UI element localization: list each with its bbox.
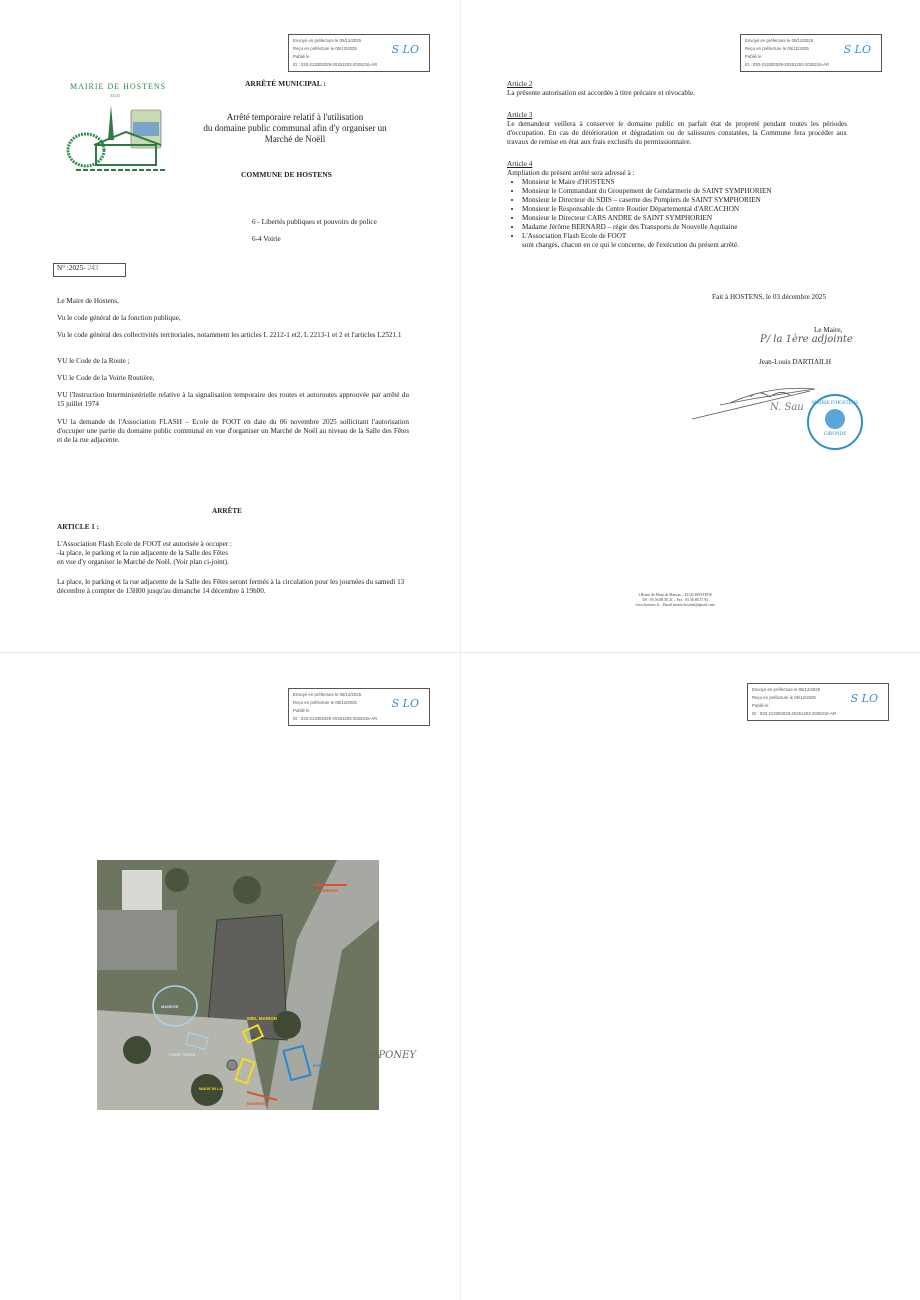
stamp-signature: S LO — [391, 43, 419, 56]
stamp-line: Reçu en préfecture le 05/12/2025 — [752, 695, 816, 700]
stamp-line: Envoyé en préfecture le 05/12/2025 — [293, 692, 362, 697]
map-label-food-truck: FOOD TRUCK — [169, 1052, 196, 1057]
decree-number-box — [53, 263, 126, 277]
footer-line: 1 Route de Mont de Marsan – 33125 HOSTENS — [638, 593, 712, 597]
prefecture-stamp — [747, 683, 889, 721]
recipient: • Monsieur le Responsable du Centre Routier Départemental d'ARCACHON — [522, 205, 772, 214]
prefecture-stamp — [288, 688, 430, 726]
article-4-title: Article 4 — [507, 160, 533, 168]
arrete-heading: ARRÊTE — [212, 507, 242, 515]
article-line: en vue d'y organiser le Marché de Noël. (Voir plan ci-joint). — [57, 558, 229, 566]
stamp-line: Reçu en préfecture le 05/12/2025 — [293, 46, 357, 51]
recipient: • Madame Jérôme BERNARD – régie des Transports de Nouvelle Aquitaine — [522, 223, 772, 232]
subject-line: Marché de Noëll — [264, 134, 326, 144]
recipient: • Monsieur le Directeur CARS ANDRE de SAINT SYMPHORIEN — [522, 214, 772, 223]
handwritten-annotation: ~PONEY — [370, 1050, 416, 1061]
map-label-carousel: MANEGE — [161, 1004, 179, 1009]
article-line: -la place, le parking et la rue adjacente de la Salle des Fêtes — [57, 549, 229, 557]
para: VU le Code de la Route ; — [57, 357, 130, 365]
place-date: Fait à HOSTENS, le 03 décembre 2025 — [712, 293, 826, 301]
prefecture-stamp — [740, 34, 882, 72]
logo-subtitle: 33125 — [110, 93, 120, 98]
para: Le Maire de Hostens, — [57, 297, 119, 305]
map-label-barrier: BARRIERE — [247, 1101, 268, 1106]
stamp-line: Publié le — [293, 54, 310, 59]
recipient-list — [500, 178, 772, 241]
stamp-id: ID : 033-213302029-20251203-2025216-AR — [293, 716, 378, 721]
para: VU l'Instruction Interministérielle relative à la signalisation temporaire des routes et autoroutes approuvée par arrêté du 15 juillet 1974 — [57, 391, 409, 408]
stamp-line: Envoyé en préfecture le 05/12/2025 — [745, 38, 814, 43]
subject-line: Arrêté temporaire relatif à l'utilisation — [226, 112, 364, 122]
map-label-pony: PONEY — [313, 1063, 328, 1068]
prefecture-stamp — [288, 34, 430, 72]
town-logo-illustration — [66, 100, 176, 180]
decree-number-handwritten: 243 — [87, 264, 99, 272]
handwritten-signature: N. Sau — [770, 402, 804, 413]
logo-title: MAIRIE DE HOSTENS — [70, 82, 167, 91]
stamp-line: Envoyé en préfecture le 05/12/2025 — [752, 687, 821, 692]
article-line: L'Association Flash Ecole de FOOT est autorisée à occuper : — [57, 540, 233, 548]
stamp-line: Envoyé en préfecture le 05/12/2025 — [293, 38, 362, 43]
article-3-text: Le demandeur veillera à conserver le domaine public en parfait état de propreté pendant toutes les périodes d'occupation. En cas de détérioration et dégradation ou de salissures constatées, la Commune fera procéder aux travaux de remise en état aux frais exclusifs du permissionnaire. — [507, 120, 847, 146]
article-1-text — [57, 540, 232, 567]
footer-line: www.hostens.fr – Email mairie.hostens@gmail.com — [635, 603, 715, 607]
stamp-line: Reçu en préfecture le 05/12/2025 — [293, 700, 357, 705]
recipient: • Monsieur le Maire d'HOSTENS — [522, 178, 772, 187]
footer-line: Tél : 05.56.88.50.21 – Fax : 05.56.88.57.94 — [641, 598, 709, 602]
recipient: • Monsieur le Commandant du Groupement de Gendarmerie de SAINT SYMPHORIEN — [522, 187, 772, 196]
handwritten-pod: P/ la 1ère adjointe — [760, 334, 853, 345]
page-divider — [0, 652, 920, 653]
aerial-site-plan — [97, 860, 379, 1110]
page-divider — [460, 0, 461, 1300]
stamp-line: Reçu en préfecture le 05/12/2025 — [745, 46, 809, 51]
seal-top-text: MAIRIE D'HOSTENS — [811, 401, 859, 406]
stamp-signature: S LO — [391, 697, 419, 710]
article-4-closing: sont chargés, chacun en ce qui le concerne, de l'exécution du présent arrêté. — [522, 241, 739, 249]
para: Vu le code général de la fonction publique, — [57, 314, 181, 322]
handwritten-annotation-text: PONEY — [378, 1050, 416, 1061]
article-2-title: Article 2 — [507, 80, 533, 88]
subcategory: 6-4 Voirie — [252, 235, 281, 243]
map-label-made-in: MADE IN LA — [199, 1086, 223, 1091]
stamp-line: Publié le — [745, 54, 762, 59]
recipient: • Monsieur le Directeur du SDIS – caserne des Pompiers de SAINT SYMPHORIEN — [522, 196, 772, 205]
letterhead-footer — [600, 593, 750, 608]
town-seal — [807, 394, 863, 450]
stamp-id: ID : 033-213302029-20251203-2025216-AR — [745, 62, 830, 67]
commune-name: COMMUNE DE HOSTENS — [241, 170, 332, 179]
article-3-title: Article 3 — [507, 111, 533, 119]
map-label-honey-stand: MIEL MARION — [247, 1016, 278, 1021]
para: VU le Code de la Voirie Routière, — [57, 374, 155, 382]
decree-number-label: N° :2025- — [57, 264, 86, 272]
stamp-line: Publié le — [752, 703, 769, 708]
category: 6 - Libertés publiques et pouvoirs de police — [252, 218, 377, 226]
para: Vu le code général des collectivités territoriales, notamment les articles L 2212-1 et2, L 2213-1 et 2 et l'articles L2521.1 — [57, 331, 402, 339]
map-label-barrier: BARRIERE — [317, 888, 338, 893]
stamp-id: ID : 033-213302029-20251203-2025216-AR — [752, 711, 837, 716]
article-4-intro: Ampliation du présent arrêté sera adressé à : — [507, 169, 635, 177]
mayor-title: Le Maire, — [814, 326, 843, 334]
seal-bottom-text: GIRONDE — [823, 432, 847, 437]
mayor-name: Jean-Louis DARTIAILH — [759, 358, 832, 366]
subject-line: du domaine public communal afin d'y organiser un — [203, 123, 387, 133]
decree-subject — [180, 112, 410, 145]
article-1-title: ARTICLE 1 : — [57, 523, 100, 531]
aerial-background — [97, 860, 379, 1110]
recipient: • L'Association Flash Ecole de FOOT — [522, 232, 772, 241]
stamp-id: ID : 033-213302029-20251203-2025216-AR — [293, 62, 378, 67]
article-2-text: La présente autorisation est accordée à titre précaire et révocable. — [507, 89, 695, 97]
stamp-signature: S LO — [850, 692, 878, 705]
para: VU la demande de l'Association FLASH – Ecole de FOOT en date du 06 novembre 2025 sollicitant l'autorisation d'occuper une partie du domaine public communal en vue d'organiser un Marché de Noël au niveau de la Salle des Fêtes et de la rue adjacente. — [57, 418, 409, 444]
stamp-signature: S LO — [843, 43, 871, 56]
article-1-closure: La place, le parking et la rue adjacente de la Salle des Fêtes seront fermés à la circulation pour les journées du samedi 13 décembre à compter de 13H00 jusqu'au dimanche 14 décembre à 19h00. — [57, 578, 405, 595]
stamp-line: Publié le — [293, 708, 310, 713]
decree-heading: ARRÊTÉ MUNICIPAL : — [245, 79, 326, 88]
